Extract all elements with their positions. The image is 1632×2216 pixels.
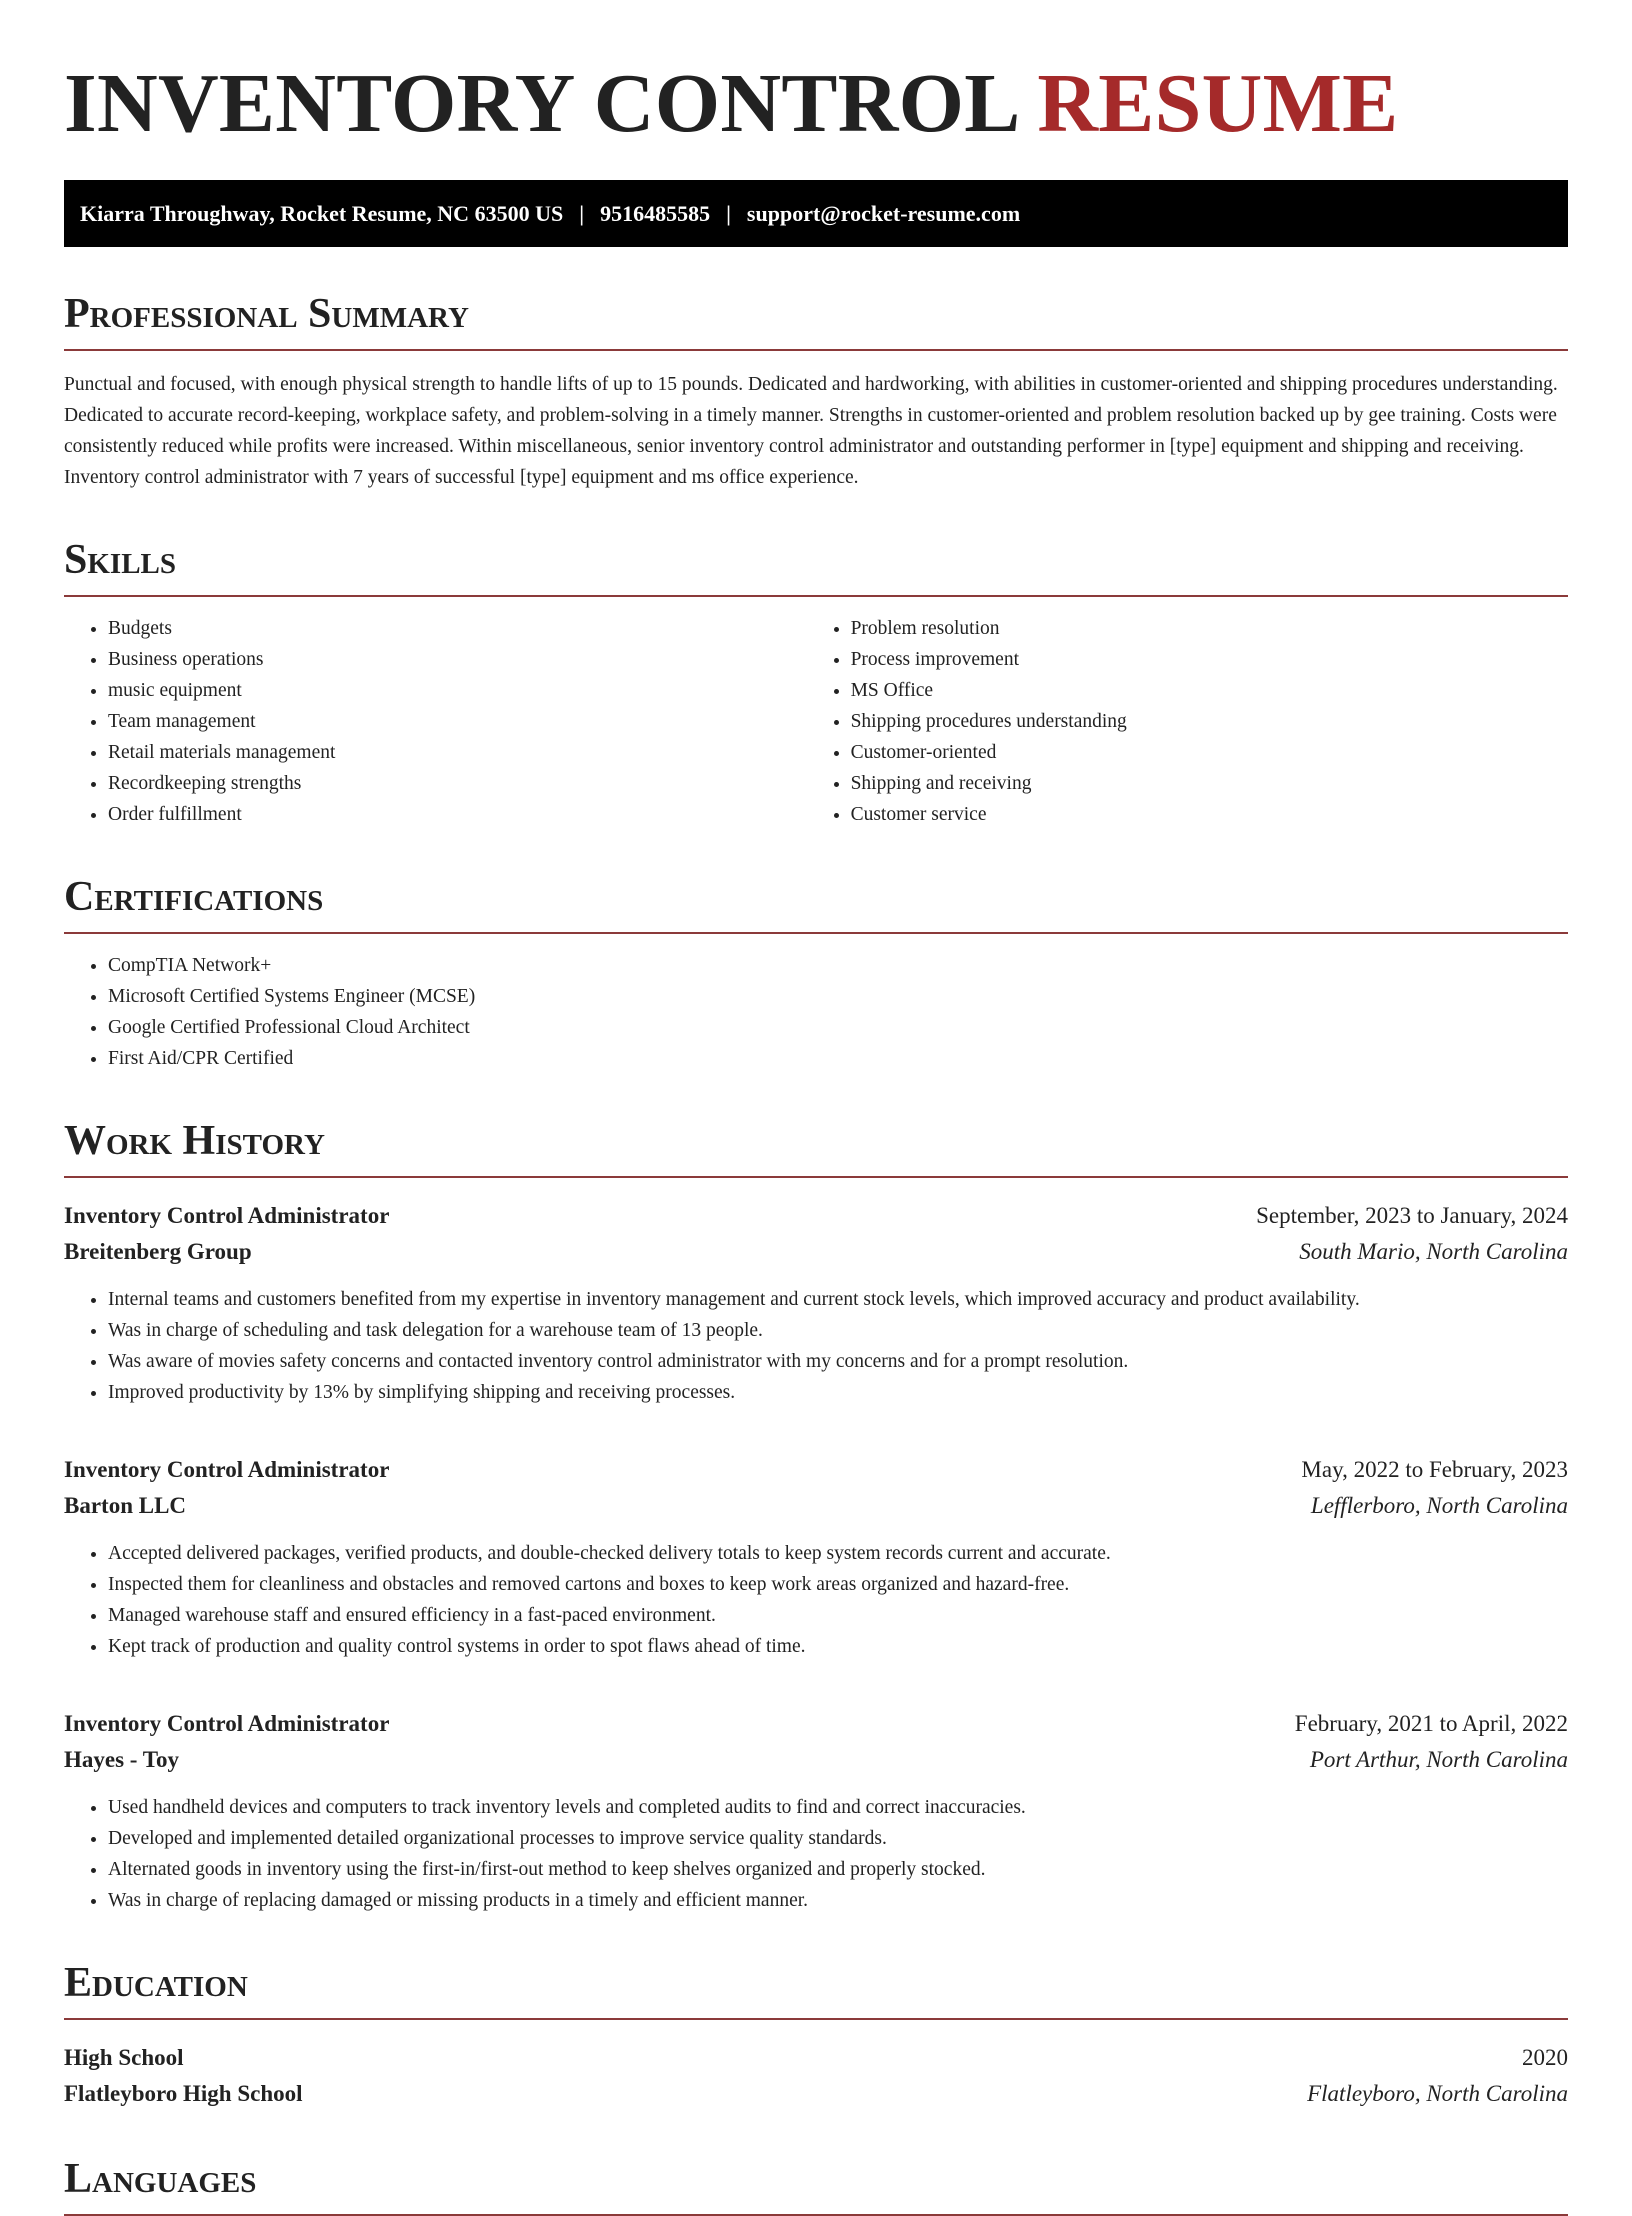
skill-item: • Problem resolution <box>851 613 1568 644</box>
education-degree: High School <box>64 2045 184 2070</box>
job-company-row <box>64 1234 1568 1270</box>
job-entry <box>64 1198 1568 1408</box>
certification-item: • Microsoft Certified Systems Engineer (MCSE) <box>108 981 1568 1012</box>
resume-title <box>64 56 1568 150</box>
job-company-row <box>64 1742 1568 1778</box>
languages-heading: Languages <box>64 2158 1568 2216</box>
job-title: Inventory Control Administrator <box>64 1711 390 1736</box>
work-history-section <box>64 1120 1568 1916</box>
work-history-heading: Work History <box>64 1120 1568 1178</box>
job-duty: • Internal teams and customers benefited from my expertise in inventory management and current stock levels, which improved accuracy and product availability. <box>108 1284 1568 1315</box>
skill-item: • Order fulfillment <box>108 799 807 830</box>
job-company: Breitenberg Group <box>64 1239 252 1264</box>
job-duty: • Inspected them for cleanliness and obstacles and removed cartons and boxes to keep work areas organized and hazard-free. <box>108 1569 1568 1600</box>
job-duty: • Accepted delivered packages, verified products, and double-checked delivery totals to keep system records current and accurate. <box>108 1538 1568 1569</box>
job-duties <box>64 1538 1568 1662</box>
summary-text: Punctual and focused, with enough physical strength to handle lifts of up to 15 pounds. Dedicated and hardworking, with abilities in customer-oriented and shipping procedures understanding. Dedicated to accurate record-keeping, workplace safety, and problem-solving in a timely manner. Strengths in customer-oriented and problem resolution backed up by gee training. Costs were consistently reduced while profits were increased. Within miscellaneous, senior inventory control administrator and outstanding performer in [type] equipment and shipping and receiving. Inventory control administrator with 7 years of successful [type] equipment and ms office experience. <box>64 374 1558 488</box>
education-section <box>64 1962 1568 2112</box>
job-duty: • Was in charge of replacing damaged or missing products in a timely and efficient manner. <box>108 1885 1568 1916</box>
certifications-section <box>64 876 1568 1074</box>
certification-item: • CompTIA Network+ <box>108 950 1568 981</box>
job-duties <box>64 1284 1568 1408</box>
job-duty: • Kept track of production and quality control systems in order to spot flaws ahead of time. <box>108 1631 1568 1662</box>
job-company-row <box>64 1488 1568 1524</box>
title-main: INVENTORY CONTROL <box>64 57 1016 150</box>
job-duty: • Developed and implemented detailed organizational processes to improve service quality standards. <box>108 1823 1568 1854</box>
job-duty: • Improved productivity by 13% by simplifying shipping and receiving processes. <box>108 1377 1568 1408</box>
job-header-row <box>64 1706 1568 1742</box>
education-heading: Education <box>64 1962 1568 2020</box>
summary-section <box>64 293 1568 493</box>
contact-phone[interactable]: 9516485585 <box>600 200 711 226</box>
skill-item: • Business operations <box>108 644 807 675</box>
skill-item: • Budgets <box>108 613 807 644</box>
job-duty: • Used handheld devices and computers to track inventory levels and completed audits to find and correct inaccuracies. <box>108 1792 1568 1823</box>
education-entry <box>64 2040 1568 2112</box>
skill-item: • Process improvement <box>851 644 1568 675</box>
job-duties <box>64 1792 1568 1916</box>
job-entry <box>64 1706 1568 1916</box>
job-location: Port Arthur, North Carolina <box>1309 1747 1568 1772</box>
contact-bar <box>64 180 1568 247</box>
job-dates: May, 2022 to February, 2023 <box>1301 1457 1568 1482</box>
certification-item: • First Aid/CPR Certified <box>108 1043 1568 1074</box>
skill-item: • Team management <box>108 706 807 737</box>
job-entry <box>64 1452 1568 1662</box>
job-dates: February, 2021 to April, 2022 <box>1294 1711 1568 1736</box>
education-year: 2020 <box>1522 2045 1568 2070</box>
job-location: Lefflerboro, North Carolina <box>1310 1493 1568 1518</box>
job-header-row <box>64 1452 1568 1488</box>
education-degree-row <box>64 2040 1568 2076</box>
job-title: Inventory Control Administrator <box>64 1203 390 1228</box>
certifications-list <box>64 950 1568 1074</box>
certifications-heading: Certifications <box>64 876 1568 934</box>
job-dates: September, 2023 to January, 2024 <box>1256 1203 1568 1228</box>
job-title: Inventory Control Administrator <box>64 1457 390 1482</box>
contact-address: Kiarra Throughway, Rocket Resume, NC 63500 US <box>80 200 564 226</box>
job-company: Hayes - Toy <box>64 1747 180 1772</box>
job-duty: • Was aware of movies safety concerns and contacted inventory control administrator with my concerns and for a prompt resolution. <box>108 1346 1568 1377</box>
job-duty: • Alternated goods in inventory using the first-in/first-out method to keep shelves organized and properly stocked. <box>108 1854 1568 1885</box>
skill-item: • Customer-oriented <box>851 737 1568 768</box>
summary-heading: Professional Summary <box>64 293 1568 351</box>
skills-list-right <box>807 613 1568 830</box>
title-accent: RESUME <box>1037 57 1399 150</box>
skills-list-left <box>64 613 807 830</box>
skills-heading: Skills <box>64 539 1568 597</box>
job-company: Barton LLC <box>64 1493 187 1518</box>
job-duty: • Was in charge of scheduling and task delegation for a warehouse team of 13 people. <box>108 1315 1568 1346</box>
job-duty: • Managed warehouse staff and ensured efficiency in a fast-paced environment. <box>108 1600 1568 1631</box>
languages-section <box>64 2158 1568 2216</box>
skill-item: • MS Office <box>851 675 1568 706</box>
skills-grid <box>64 613 1568 830</box>
education-location: Flatleyboro, North Carolina <box>1307 2081 1568 2106</box>
contact-separator: | <box>726 200 731 226</box>
contact-email[interactable]: support@rocket-resume.com <box>746 200 1021 226</box>
skill-item: • Retail materials management <box>108 737 807 768</box>
job-header-row <box>64 1198 1568 1234</box>
skill-item: • Shipping and receiving <box>851 768 1568 799</box>
certification-item: • Google Certified Professional Cloud Architect <box>108 1012 1568 1043</box>
skill-item: • Recordkeeping strengths <box>108 768 807 799</box>
skills-section <box>64 539 1568 830</box>
job-location: South Mario, North Carolina <box>1299 1239 1568 1264</box>
skill-item: • music equipment <box>108 675 807 706</box>
education-school-row <box>64 2076 1568 2112</box>
contact-separator: | <box>579 200 585 226</box>
education-school: Flatleyboro High School <box>64 2081 303 2106</box>
skill-item: • Customer service <box>851 799 1568 830</box>
skill-item: • Shipping procedures understanding <box>851 706 1568 737</box>
